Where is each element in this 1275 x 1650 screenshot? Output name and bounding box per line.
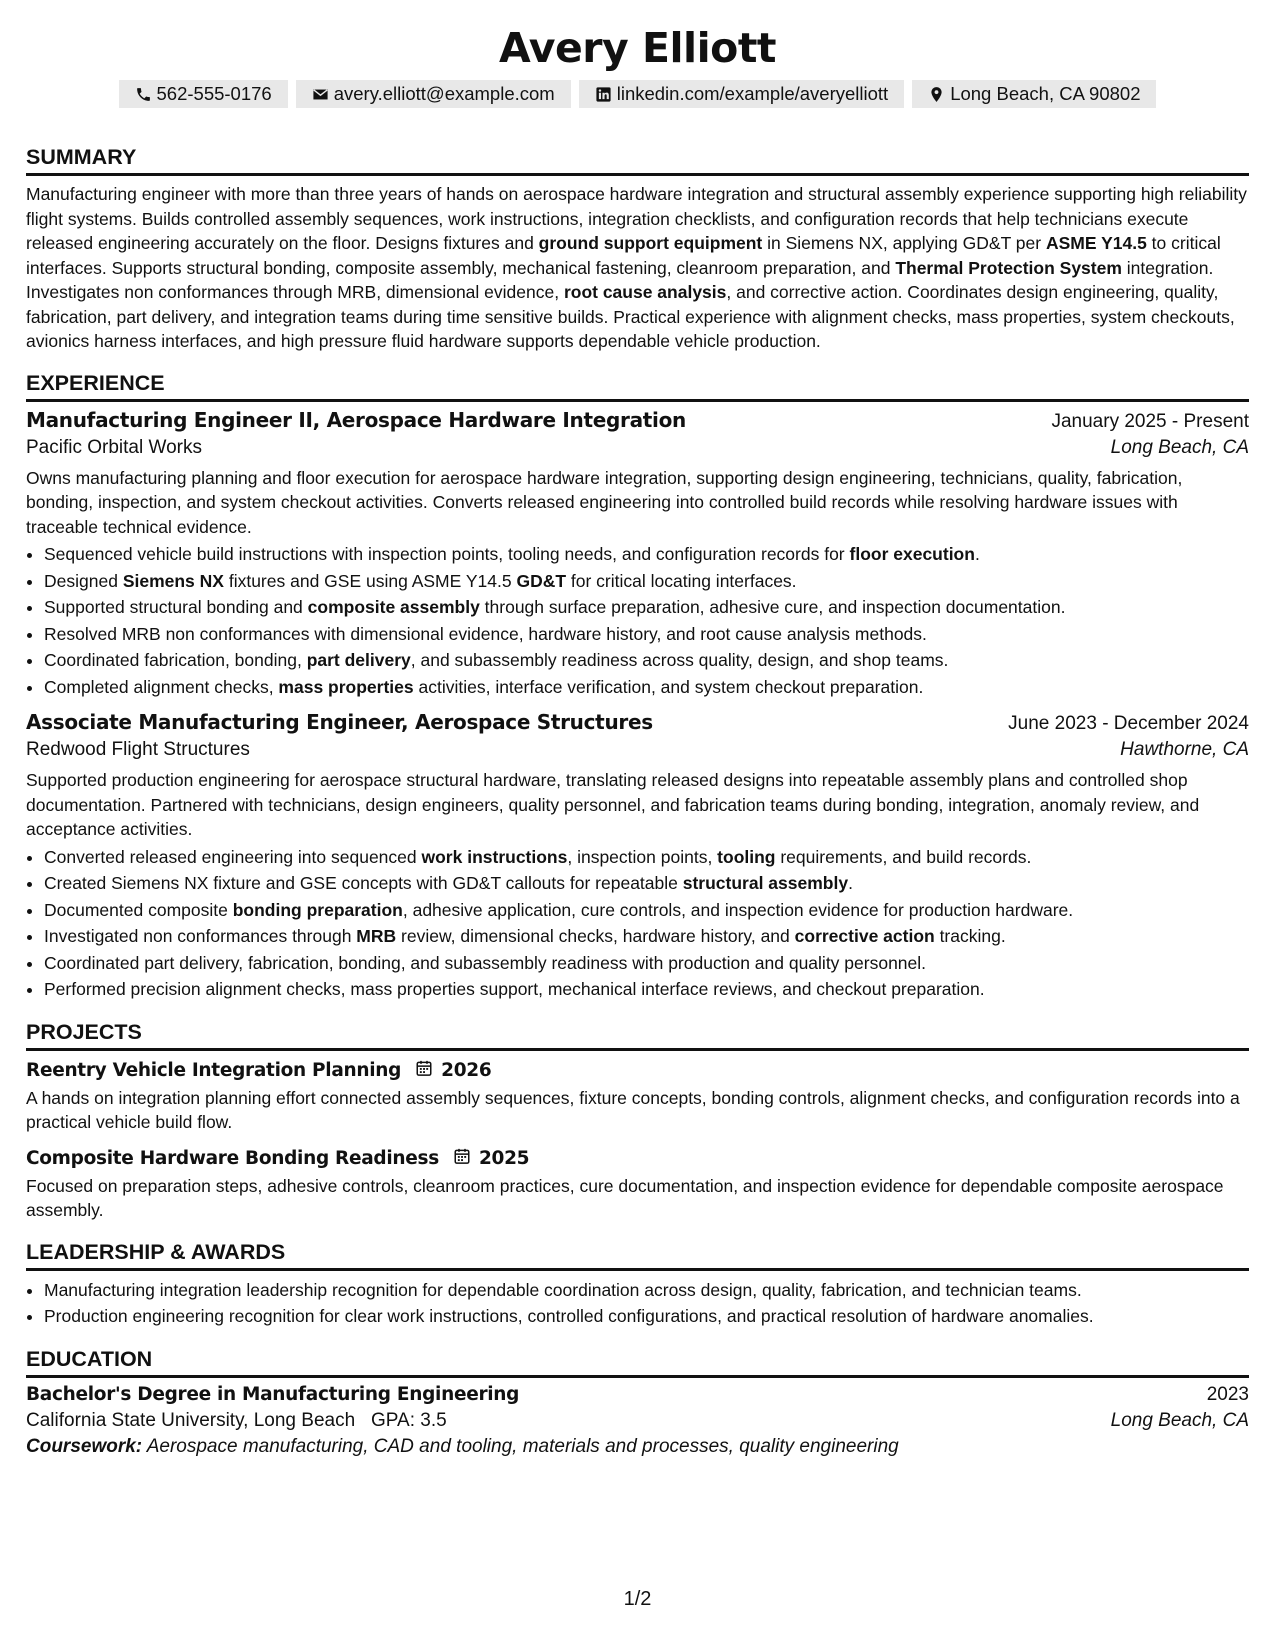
phone-icon	[135, 86, 152, 103]
job-bullet: • Resolved MRB non conformances with dimensional evidence, hardware history, and root cause analysis methods.	[44, 621, 1249, 648]
emphasis-text: bonding preparation	[232, 899, 403, 920]
contact-phone-text: 562-555-0176	[156, 83, 272, 104]
emphasis-text: mass properties	[278, 676, 414, 697]
emphasis-text: work instructions	[421, 846, 568, 867]
degree-title: Bachelor's Degree in Manufacturing Engineering	[26, 1383, 520, 1405]
gpa: GPA: 3.5	[371, 1409, 447, 1431]
emphasis-text: Siemens NX	[122, 570, 224, 591]
summary-text: Manufacturing engineer with more than three years of hands on aerospace hardware integration and structural assembly experience supporting high reliability flight systems. Builds controlled assembly sequences, work instructions, integration checklists, and configuration records that help technicians execute released engineering accurately on the floor. Designs fixtures and ground support equipment in Siemens NX, applying GD&T per ASME Y14.5 to critical interfaces. Supports structural bonding, composite assembly, mechanical fastening, cleanroom preparation, and Thermal Protection System integration. Investigates non conformances through MRB, dimensional evidence, root cause analysis, and corrective action. Coordinates design engineering, quality, fabrication, part delivery, and integration teams during time sensitive builds. Practical experience with alignment checks, mass properties, system checkouts, avionics harness interfaces, and high pressure fluid hardware supports dependable vehicle production.	[26, 184, 1247, 351]
calendar-icon	[409, 1059, 433, 1082]
job-dates: June 2023 - December 2024	[1008, 713, 1249, 734]
job-bullet: • Coordinated part delivery, fabrication, bonding, and subassembly readiness with production and quality personnel.	[44, 950, 1249, 977]
project-entry	[26, 1147, 1249, 1223]
leadership-item: • Manufacturing integration leadership recognition for dependable coordination across design, quality, fabrication, and technician teams.	[44, 1277, 1249, 1304]
linkedin-icon	[595, 86, 612, 103]
emphasis-text: ground support equipment	[538, 233, 763, 253]
education-heading: EDUCATION	[26, 1344, 1249, 1378]
calendar-icon	[447, 1147, 471, 1170]
job-bullet: • Supported structural bonding and composite assembly through surface preparation, adhesive cure, and inspection documentation.	[44, 594, 1249, 621]
job-title: Manufacturing Engineer II, Aerospace Hardware Integration	[26, 407, 686, 432]
job-location: Long Beach, CA	[1110, 436, 1249, 458]
job-bullets	[26, 541, 1249, 700]
project-title: Reentry Vehicle Integration Planning	[26, 1059, 402, 1081]
leadership-section	[26, 1237, 1249, 1330]
projects-heading: PROJECTS	[26, 1017, 1249, 1051]
project-title: Composite Hardware Bonding Readiness	[26, 1147, 439, 1169]
education-section	[26, 1344, 1249, 1458]
project-entry	[26, 1059, 1249, 1135]
project-description: Focused on preparation steps, adhesive controls, cleanroom practices, cure documentation, and inspection evidence for dependable composite aerospace assembly.	[26, 1175, 1224, 1220]
contact-phone[interactable]	[119, 80, 288, 108]
job-bullet: • Designed Siemens NX fixtures and GSE using ASME Y14.5 GD&T for critical locating interfaces.	[44, 568, 1249, 595]
job-entry	[26, 408, 1249, 701]
emphasis-text: MRB	[356, 926, 397, 946]
job-description: Supported production engineering for aerospace structural hardware, translating released designs into repeatable assembly plans and controlled shop documentation. Partnered with technicians, design engineers, quality personnel, and fabrication teams during bonding, integration, anomaly review, and acceptance activities.	[26, 770, 1200, 839]
emphasis-text: part delivery	[306, 650, 411, 670]
leadership-heading: LEADERSHIP & AWARDS	[26, 1237, 1249, 1271]
contact-email-text: avery.elliott@example.com	[333, 83, 555, 104]
page-number: 1/2	[623, 1588, 652, 1610]
candidate-name: Avery Elliott	[498, 24, 777, 72]
emphasis-text: GD&T	[516, 570, 567, 591]
job-bullet: • Created Siemens NX fixture and GSE concepts with GD&T callouts for repeatable structural assembly.	[44, 870, 1249, 897]
emphasis-text: ASME Y14.5	[1045, 233, 1147, 253]
job-bullet: • Converted released engineering into sequenced work instructions, inspection points, tooling requirements, and build records.	[44, 844, 1249, 871]
job-dates: January 2025 - Present	[1051, 410, 1249, 432]
contact-location	[912, 80, 1156, 108]
leadership-list	[26, 1277, 1249, 1330]
emphasis-text: root cause analysis	[563, 282, 727, 302]
envelope-icon	[312, 86, 329, 103]
job-bullet: • Coordinated fabrication, bonding, part delivery, and subassembly readiness across quality, design, and shop teams.	[44, 647, 1249, 674]
job-entry	[26, 710, 1249, 1003]
emphasis-text: structural assembly	[682, 873, 849, 893]
job-bullet: • Investigated non conformances through MRB review, dimensional checks, hardware history, and corrective action tracking.	[44, 923, 1249, 950]
job-bullet: • Documented composite bonding preparation, adhesive application, cure controls, and inspection evidence for production hardware.	[44, 897, 1249, 924]
job-company: Pacific Orbital Works	[26, 436, 202, 458]
contact-linkedin-text: linkedin.com/example/averyelliott	[616, 83, 889, 104]
coursework-label: Coursework:	[26, 1435, 143, 1457]
projects-section	[26, 1017, 1249, 1223]
school-name: California State University, Long Beach	[26, 1409, 356, 1431]
experience-section	[26, 368, 1249, 1003]
school-location: Long Beach, CA	[1110, 1409, 1249, 1431]
project-year: 2025	[478, 1147, 530, 1169]
contact-location-text: Long Beach, CA 90802	[950, 83, 1141, 104]
emphasis-text: composite assembly	[307, 597, 480, 617]
summary-section	[26, 142, 1249, 354]
graduation-year: 2023	[1206, 1383, 1249, 1405]
job-bullet: • Completed alignment checks, mass properties activities, interface verification, and system checkout preparation.	[44, 674, 1249, 701]
emphasis-text: tooling	[717, 846, 776, 867]
emphasis-text: corrective action	[794, 926, 935, 946]
leadership-item: • Production engineering recognition for clear work instructions, controlled configurations, and practical resolution of hardware anomalies.	[44, 1303, 1249, 1330]
job-bullets	[26, 844, 1249, 1003]
contact-bar	[26, 80, 1249, 108]
coursework	[26, 1436, 1249, 1458]
job-location: Hawthorne, CA	[1120, 739, 1249, 760]
contact-linkedin[interactable]	[579, 80, 904, 108]
job-bullet: • Sequenced vehicle build instructions with inspection points, tooling needs, and configuration records for floor execution.	[44, 541, 1249, 568]
contact-email[interactable]	[296, 80, 571, 108]
summary-heading: SUMMARY	[26, 142, 1249, 176]
job-description: Owns manufacturing planning and floor execution for aerospace hardware integration, supporting design engineering, technicians, quality, fabrication, bonding, inspection, and system checkout activities. Converts released engineering into controlled build records while resolving hardware issues with traceable technical evidence.	[26, 467, 1183, 537]
job-bullet: • Performed precision alignment checks, mass properties support, mechanical interface reviews, and checkout preparation.	[44, 976, 1249, 1003]
coursework-list: Aerospace manufacturing, CAD and tooling, materials and processes, quality engineering	[146, 1435, 899, 1457]
project-year: 2026	[441, 1059, 492, 1081]
emphasis-text: floor execution	[849, 544, 975, 564]
project-description: A hands on integration planning effort connected assembly sequences, fixture concepts, bonding controls, alignment checks, and configuration records into a practical vehicle build flow.	[26, 1087, 1240, 1132]
experience-heading: EXPERIENCE	[26, 368, 1249, 402]
emphasis-text: Thermal Protection System	[895, 257, 1122, 278]
location-pin-icon	[928, 86, 945, 103]
job-company: Redwood Flight Structures	[26, 739, 250, 760]
job-title: Associate Manufacturing Engineer, Aerospace Structures	[26, 710, 653, 734]
resume-page	[26, 22, 1249, 1458]
